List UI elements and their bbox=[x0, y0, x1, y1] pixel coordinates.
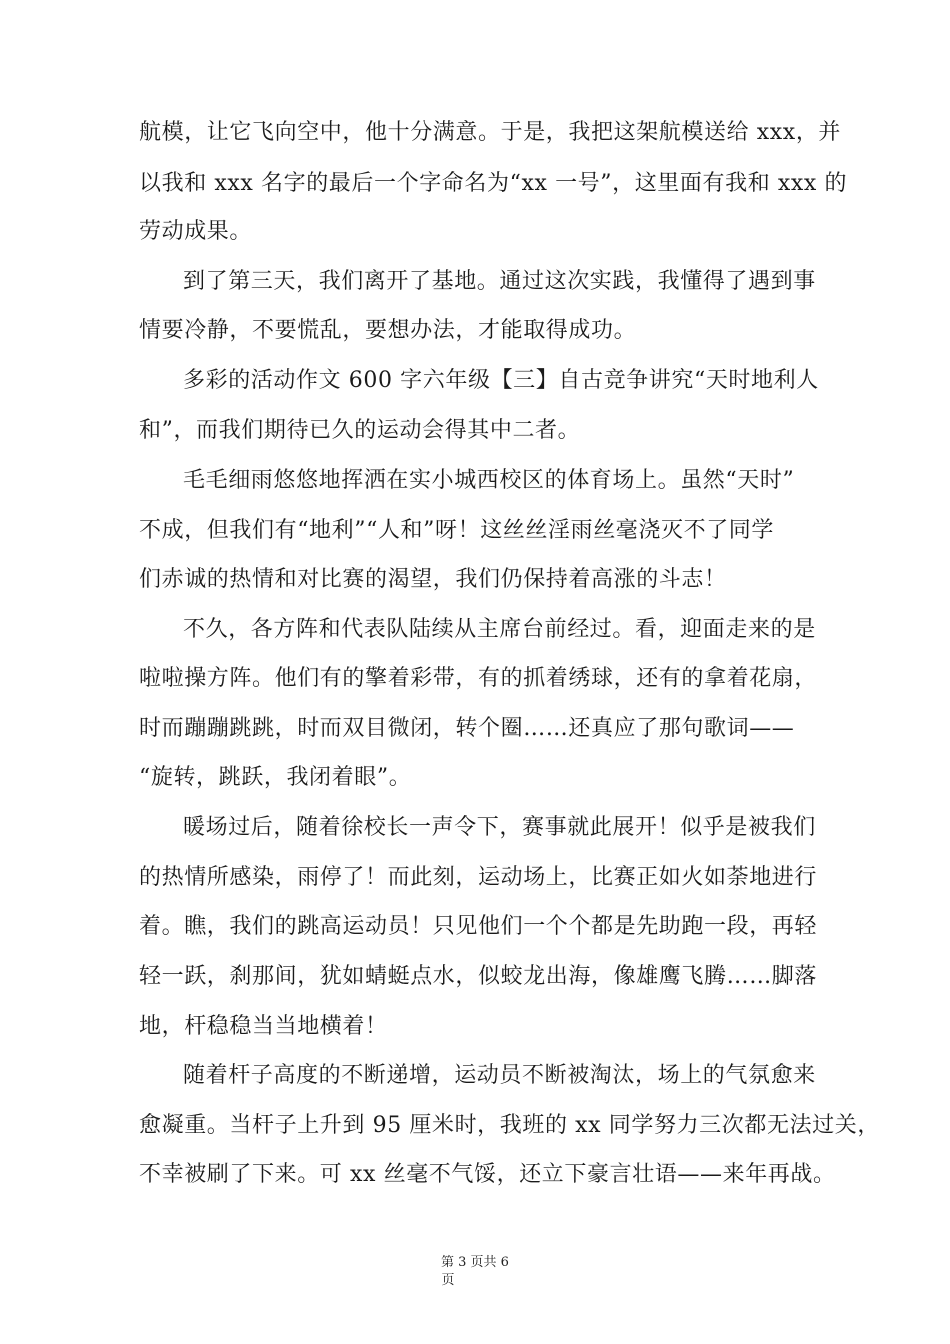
body-line-15: 暖场过后，随着徐校长一声令下，赛事就此展开！似乎是被我们 bbox=[183, 815, 816, 840]
body-line-16: 的热情所感染，雨停了！而此刻，运动场上，比赛正如火如荼地进行 bbox=[139, 865, 818, 890]
body-line-22: 不幸被刷了下来。可 xx 丝毫不气馁，还立下豪言壮语——来年再战。 bbox=[139, 1162, 836, 1187]
body-line-4: 到了第三天，我们离开了基地。通过这次实践，我懂得了遇到事 bbox=[183, 269, 816, 294]
body-line-11: 不久，各方阵和代表队陆续从主席台前经过。看，迎面走来的是 bbox=[183, 617, 816, 642]
page-number-continued: 页 bbox=[441, 1273, 455, 1288]
body-line-3: 劳动成果。 bbox=[139, 219, 253, 244]
body-line-13: 时而蹦蹦跳跳，时而双目微闭，转个圈……还真应了那句歌词—— bbox=[139, 716, 795, 741]
page-number: 第 3 页共 6 bbox=[441, 1255, 509, 1270]
body-line-6: 多彩的活动作文 600 字六年级【三】自古竞争讲究“天时地利人 bbox=[183, 368, 819, 393]
body-line-1: 航模，让它飞向空中，他十分满意。于是，我把这架航模送给 xxx，并 bbox=[139, 120, 842, 145]
body-line-8: 毛毛细雨悠悠地挥洒在实小城西校区的体育场上。虽然“天时” bbox=[183, 468, 795, 493]
body-line-7: 和”，而我们期待已久的运动会得其中二者。 bbox=[139, 418, 581, 443]
body-line-2: 以我和 xxx 名字的最后一个字命名为“xx 一号”，这里面有我和 xxx 的 bbox=[139, 171, 848, 196]
body-line-17: 着。瞧，我们的跳高运动员！只见他们一个个都是先助跑一段，再轻 bbox=[139, 914, 818, 939]
body-line-12: 啦啦操方阵。他们有的擎着彩带，有的抓着绣球，还有的拿着花扇， bbox=[139, 666, 818, 691]
body-line-9: 不成，但我们有“地利”“人和”呀！这丝丝淫雨丝毫浇灭不了同学 bbox=[139, 518, 774, 543]
body-line-14: “旋转，跳跃，我闭着眼”。 bbox=[139, 765, 412, 790]
body-line-18: 轻一跃，刹那间，犹如蜻蜓点水，似蛟龙出海，像雄鹰飞腾……脚落 bbox=[139, 964, 818, 989]
body-line-19: 地，杆稳稳当当地横着！ bbox=[139, 1014, 388, 1039]
body-line-21: 愈凝重。当杆子上升到 95 厘米时，我班的 xx 同学努力三次都无法过关， bbox=[139, 1113, 880, 1138]
body-line-20: 随着杆子高度的不断递增，运动员不断被淘汰，场上的气氛愈来 bbox=[183, 1063, 816, 1088]
body-line-10: 们赤诚的热情和对比赛的渴望，我们仍保持着高涨的斗志！ bbox=[139, 567, 727, 592]
body-line-5: 情要冷静，不要慌乱，要想办法，才能取得成功。 bbox=[139, 318, 637, 343]
